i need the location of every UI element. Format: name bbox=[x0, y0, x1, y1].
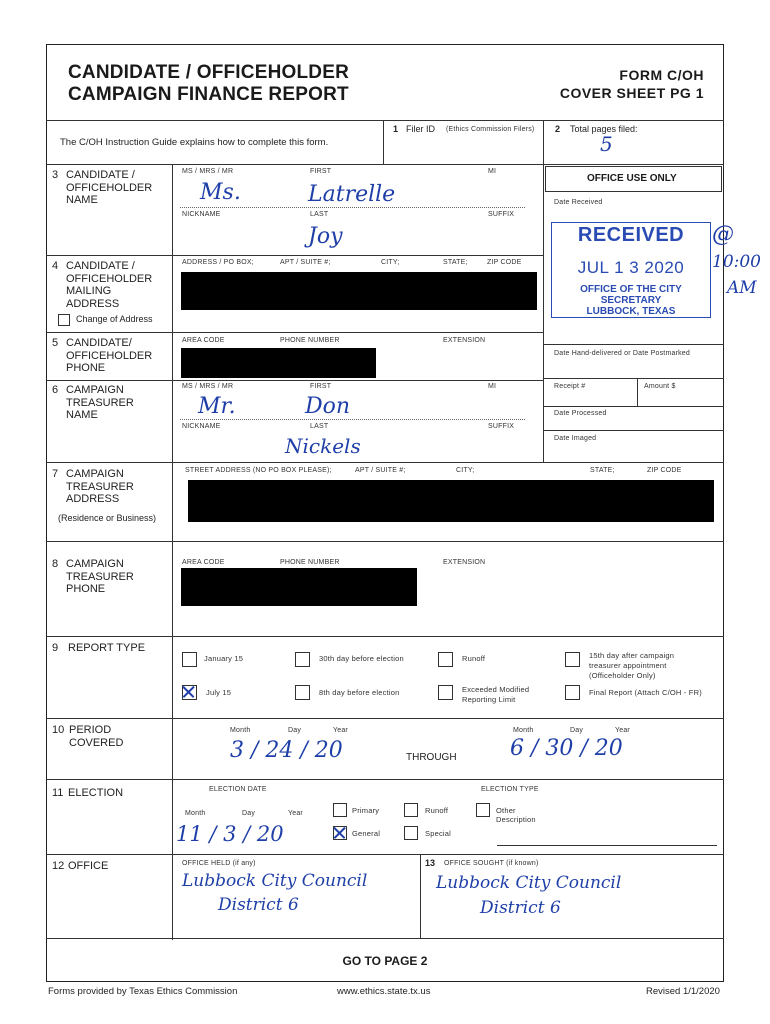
s8-extension-label: EXTENSION bbox=[443, 559, 486, 566]
redacted-treasurer-address bbox=[188, 480, 714, 522]
report-type-exceeded-checkbox[interactable] bbox=[438, 685, 453, 700]
s10-from-year-label: Year bbox=[333, 727, 348, 734]
redacted-treasurer-phone bbox=[181, 568, 417, 606]
office-sought-value-line2[interactable]: District 6 bbox=[480, 898, 561, 918]
s3-nickname-label: NICKNAME bbox=[182, 211, 221, 218]
s4-state-label: STATE; bbox=[443, 259, 468, 266]
s4-address-label: ADDRESS / PO BOX; bbox=[182, 259, 254, 266]
treasurer-title-value[interactable]: Mr. bbox=[198, 394, 236, 419]
office-use-title: OFFICE USE ONLY bbox=[587, 173, 677, 184]
section-7-label: CAMPAIGN TREASURER ADDRESS bbox=[66, 468, 134, 505]
section-11-label: ELECTION bbox=[68, 787, 124, 799]
report-type-8day-label: 8th day before election bbox=[319, 688, 400, 697]
report-type-15day-checkbox[interactable] bbox=[565, 652, 580, 667]
s4-city-label: CITY; bbox=[381, 259, 400, 266]
report-type-8day-checkbox[interactable] bbox=[295, 685, 310, 700]
s6-last-label: LAST bbox=[310, 423, 329, 430]
s7-residence-note: (Residence or Business) bbox=[58, 513, 157, 523]
s12-held-label: OFFICE HELD (if any) bbox=[182, 860, 256, 867]
s5-extension-label: EXTENSION bbox=[443, 337, 486, 344]
section-8-label: CAMPAIGN TREASURER PHONE bbox=[66, 558, 134, 595]
s7-state-label: STATE; bbox=[590, 467, 615, 474]
treasurer-last-name-value[interactable]: Nickels bbox=[285, 434, 361, 458]
treasurer-first-name-value[interactable]: Don bbox=[305, 394, 351, 419]
s3-ms-label: MS / MRS / MR bbox=[182, 168, 234, 175]
period-to-date-value[interactable]: 6 / 30 / 20 bbox=[510, 736, 623, 761]
report-type-january15-checkbox[interactable] bbox=[182, 652, 197, 667]
candidate-title-value[interactable]: Ms. bbox=[200, 180, 241, 205]
report-type-15day-label: 15th day after campaign treasurer appointment (Officeholder Only) bbox=[589, 651, 675, 680]
section-9-number: 9 bbox=[52, 642, 59, 654]
section-13-number: 13 bbox=[425, 858, 436, 868]
s11-type-label: ELECTION TYPE bbox=[481, 786, 539, 793]
s8-area-label: AREA CODE bbox=[182, 559, 225, 566]
section-3-number: 3 bbox=[52, 169, 59, 181]
s6-ms-label: MS / MRS / MR bbox=[182, 383, 234, 390]
footer-revised: Revised 1/1/2020 bbox=[646, 986, 720, 997]
amount-label: Amount $ bbox=[644, 383, 676, 390]
stamp-title: RECEIVED bbox=[577, 224, 685, 246]
total-pages-number: 2 bbox=[555, 124, 561, 134]
election-type-special-checkbox[interactable] bbox=[404, 826, 418, 840]
s10-from-month-label: Month bbox=[230, 727, 251, 734]
handwritten-at: @ bbox=[712, 222, 734, 247]
election-date-value[interactable]: 11 / 3 / 20 bbox=[176, 822, 284, 846]
form-id: FORM C/OH bbox=[619, 67, 704, 83]
section-3-label: CANDIDATE / OFFICEHOLDER NAME bbox=[66, 169, 153, 206]
s10-through-label: THROUGH bbox=[406, 752, 457, 763]
s7-city-label: CITY; bbox=[456, 467, 475, 474]
report-type-exceeded-label: Exceeded Modified Reporting Limit bbox=[462, 685, 530, 704]
section-10-number: 10 bbox=[52, 724, 65, 736]
section-12-label: OFFICE bbox=[68, 860, 109, 872]
election-type-primary-label: Primary bbox=[352, 806, 380, 815]
s3-suffix-label: SUFFIX bbox=[488, 211, 515, 218]
candidate-last-name-value[interactable]: Joy bbox=[308, 224, 343, 249]
section-5-label: CANDIDATE/ OFFICEHOLDER PHONE bbox=[66, 337, 153, 374]
section-5-number: 5 bbox=[52, 337, 59, 349]
s4-zip-label: ZIP CODE bbox=[487, 259, 522, 266]
s6-suffix-label: SUFFIX bbox=[488, 423, 515, 430]
receipt-label: Receipt # bbox=[554, 383, 586, 390]
form-title-line2: CAMPAIGN FINANCE REPORT bbox=[68, 84, 349, 105]
office-held-value-line2[interactable]: District 6 bbox=[218, 895, 299, 915]
report-type-final-label: Final Report (Attach C/OH - FR) bbox=[589, 688, 702, 697]
s3-mi-label: MI bbox=[488, 168, 497, 175]
report-type-30day-label: 30th day before election bbox=[319, 654, 404, 663]
election-type-runoff-checkbox[interactable] bbox=[404, 803, 418, 817]
s5-phone-label: PHONE NUMBER bbox=[280, 337, 340, 344]
s10-to-day-label: Day bbox=[570, 727, 584, 734]
s3-first-label: FIRST bbox=[310, 168, 332, 175]
section-10-label: PERIOD COVERED bbox=[69, 724, 124, 749]
report-type-30day-checkbox[interactable] bbox=[295, 652, 310, 667]
section-13-label: OFFICE SOUGHT (if known) bbox=[444, 860, 539, 867]
period-from-date-value[interactable]: 3 / 24 / 20 bbox=[230, 738, 343, 763]
report-type-final-checkbox[interactable] bbox=[565, 685, 580, 700]
report-type-runoff-checkbox[interactable] bbox=[438, 652, 453, 667]
section-4-label: CANDIDATE / OFFICEHOLDER MAILING ADDRESS bbox=[66, 260, 153, 310]
footer-provided: Forms provided by Texas Ethics Commission bbox=[48, 986, 238, 997]
handwritten-time: 10:00 bbox=[712, 252, 761, 272]
s6-mi-label: MI bbox=[488, 383, 497, 390]
section-6-number: 6 bbox=[52, 384, 59, 396]
section-8-number: 8 bbox=[52, 558, 59, 570]
candidate-first-name-value[interactable]: Latrelle bbox=[308, 182, 396, 207]
s4-apt-label: APT / SUITE #; bbox=[280, 259, 331, 266]
filer-id-number: 1 bbox=[393, 124, 399, 134]
change-of-address-checkbox[interactable] bbox=[58, 314, 70, 326]
s7-zip-label: ZIP CODE bbox=[647, 467, 682, 474]
section-7-number: 7 bbox=[52, 468, 59, 480]
report-type-july15-label: July 15 bbox=[206, 688, 232, 697]
election-type-general-checkbox[interactable] bbox=[333, 826, 347, 840]
filer-id-note: (Ethics Commission Filers) bbox=[446, 126, 535, 133]
stamp-city: LUBBOCK, TEXAS bbox=[586, 306, 676, 317]
date-hand-delivered-label: Date Hand-delivered or Date Postmarked bbox=[554, 350, 690, 357]
s6-first-label: FIRST bbox=[310, 383, 332, 390]
filer-id-label: Filer ID bbox=[406, 124, 435, 134]
s10-from-day-label: Day bbox=[288, 727, 302, 734]
s7-street-label: STREET ADDRESS (NO PO BOX PLEASE); bbox=[185, 467, 332, 474]
section-4-number: 4 bbox=[52, 260, 59, 272]
s10-to-year-label: Year bbox=[615, 727, 630, 734]
s11-date-label: ELECTION DATE bbox=[209, 786, 267, 793]
s3-last-label: LAST bbox=[310, 211, 329, 218]
election-type-general-label: General bbox=[352, 829, 381, 838]
footer-url: www.ethics.state.tx.us bbox=[337, 986, 431, 997]
report-type-january15-label: January 15 bbox=[204, 654, 244, 663]
change-of-address-label: Change of Address bbox=[76, 314, 153, 324]
s11-month-label: Month bbox=[185, 810, 206, 817]
date-received-label: Date Received bbox=[554, 199, 603, 206]
election-type-other-label: Other Description bbox=[496, 806, 536, 824]
date-processed-label: Date Processed bbox=[554, 410, 607, 417]
election-type-special-label: Special bbox=[425, 829, 451, 838]
received-stamp bbox=[551, 222, 711, 318]
office-sought-value-line1[interactable]: Lubbock City Council bbox=[436, 873, 622, 893]
instruction-text: The C/OH Instruction Guide explains how to complete this form. bbox=[60, 137, 329, 148]
form-subtitle: COVER SHEET PG 1 bbox=[559, 85, 704, 101]
election-type-runoff-label: Runoff bbox=[425, 806, 449, 815]
s5-area-label: AREA CODE bbox=[182, 337, 225, 344]
date-imaged-label: Date Imaged bbox=[554, 435, 597, 442]
s8-phone-label: PHONE NUMBER bbox=[280, 559, 340, 566]
redacted-candidate-address bbox=[181, 272, 537, 310]
section-11-number: 11 bbox=[52, 787, 64, 799]
report-type-july15-checkbox[interactable] bbox=[182, 685, 197, 700]
office-held-value-line1[interactable]: Lubbock City Council bbox=[182, 871, 368, 891]
election-type-primary-checkbox[interactable] bbox=[333, 803, 347, 817]
s11-year-label: Year bbox=[288, 810, 303, 817]
stamp-date: JUL 1 3 2020 bbox=[577, 258, 685, 277]
s11-day-label: Day bbox=[242, 810, 256, 817]
election-type-other-checkbox[interactable] bbox=[476, 803, 490, 817]
report-type-runoff-label: Runoff bbox=[462, 654, 486, 663]
s7-apt-label: APT / SUITE #; bbox=[355, 467, 406, 474]
stamp-office: OFFICE OF THE CITY SECRETARY bbox=[580, 284, 682, 306]
section-9-label: REPORT TYPE bbox=[68, 642, 146, 654]
handwritten-am: AM bbox=[727, 278, 757, 298]
s6-nickname-label: NICKNAME bbox=[182, 423, 221, 430]
form-title-line1: CANDIDATE / OFFICEHOLDER bbox=[68, 62, 349, 83]
redacted-candidate-phone bbox=[181, 348, 376, 378]
divider bbox=[46, 120, 724, 121]
go-to-page-2: GO TO PAGE 2 bbox=[342, 954, 428, 968]
total-pages-value: 5 bbox=[600, 132, 613, 156]
section-12-number: 12 bbox=[52, 860, 65, 872]
s10-to-month-label: Month bbox=[513, 727, 534, 734]
total-pages-label: Total pages filed: bbox=[570, 124, 638, 134]
section-6-label: CAMPAIGN TREASURER NAME bbox=[66, 384, 134, 421]
